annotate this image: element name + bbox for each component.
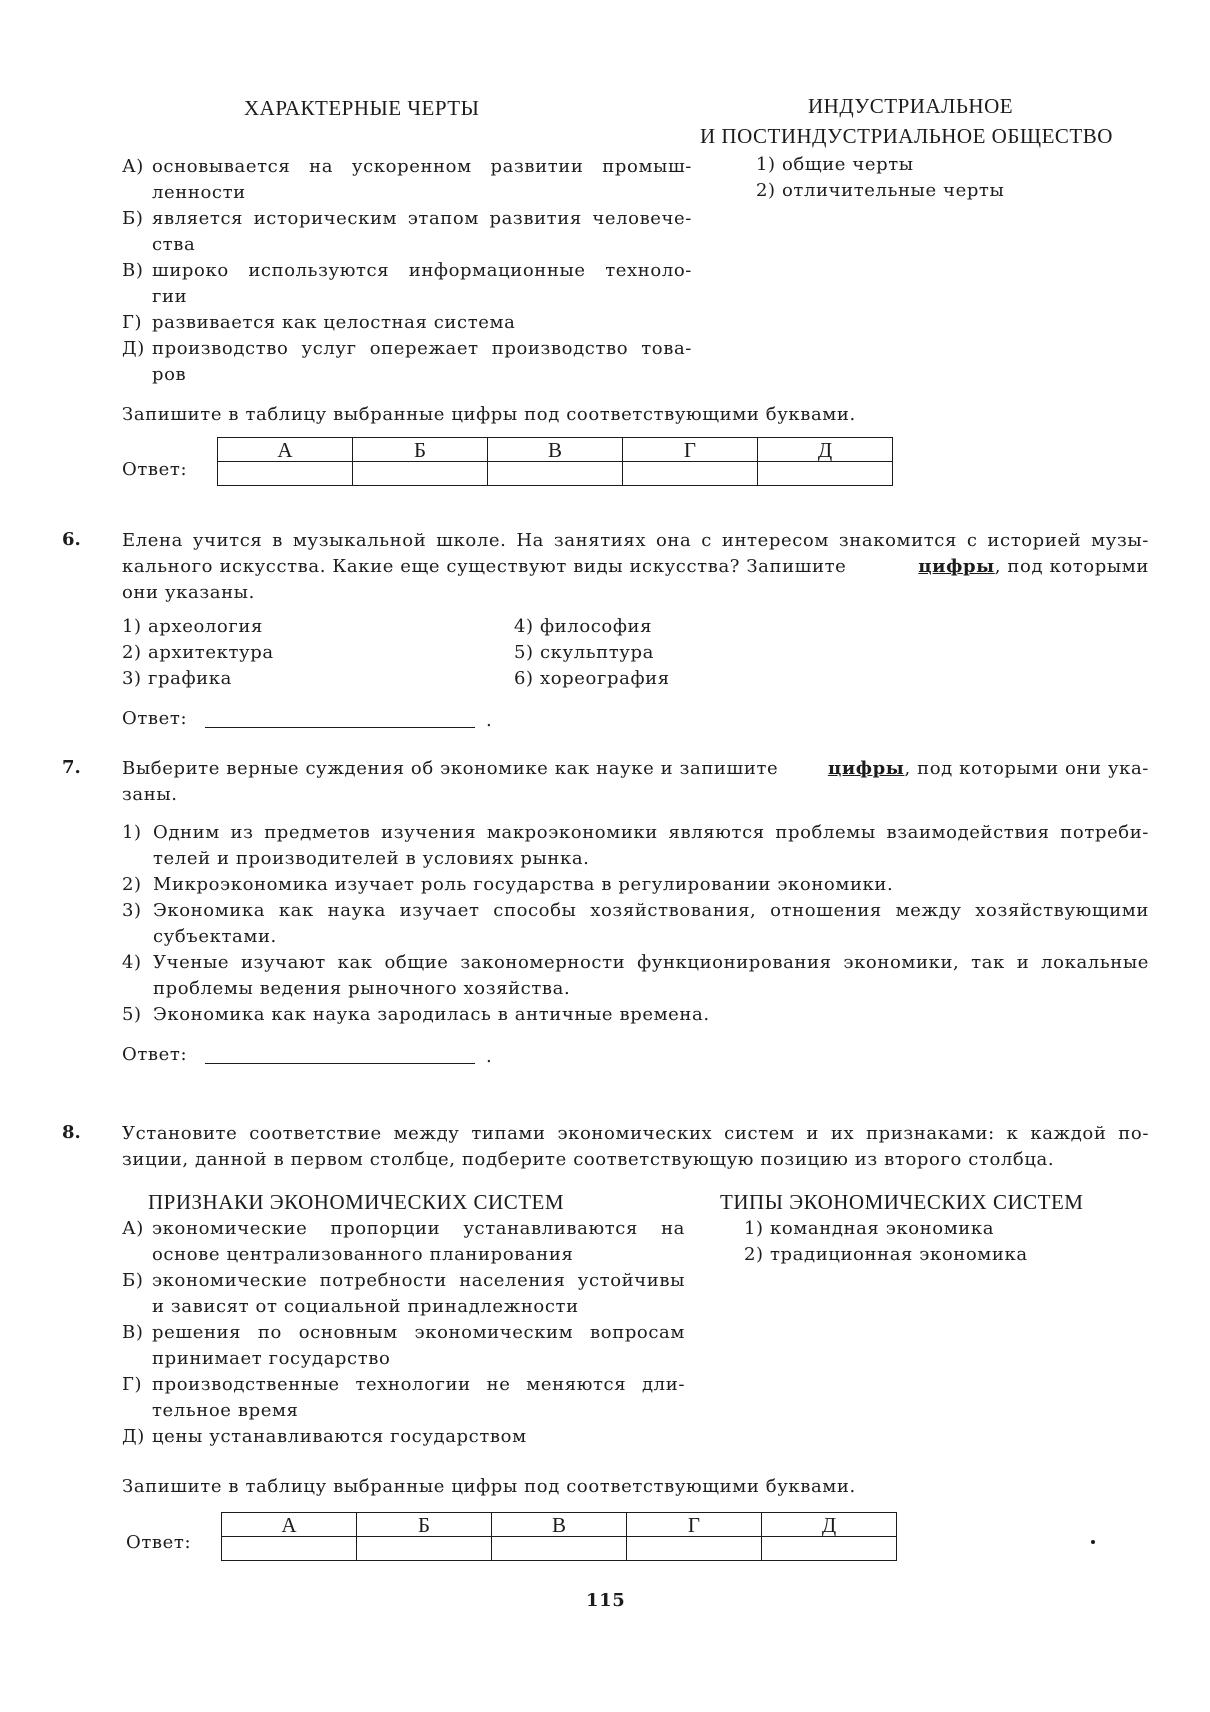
task8-feature-a [122, 1216, 685, 1268]
answer-table-letter: Б [353, 438, 488, 462]
task8-feature-v [122, 1320, 685, 1372]
statement-text: субъектами. [153, 926, 277, 947]
task8-feature-b [122, 1268, 685, 1320]
answer-cell-d[interactable] [762, 1537, 897, 1561]
task6-number: 6. [62, 529, 81, 550]
task5-feature-list [122, 154, 692, 388]
task5-feature-d [122, 336, 692, 388]
feature-text: является историческим этапом развития человече- [152, 208, 692, 229]
answer-cell-a[interactable] [222, 1537, 357, 1561]
answer-table-letter: Д [758, 438, 893, 462]
feature-text: ленности [152, 182, 246, 203]
task8-question-line: Установите соответствие между типами экономических систем и их признаками: к каждой по- [122, 1123, 1149, 1144]
feature-text: принимает государство [152, 1348, 391, 1369]
task5-option-2: 2) отличительные черты [756, 180, 1005, 201]
task5-option-1: 1) общие черты [756, 154, 914, 175]
feature-text: гии [152, 286, 188, 307]
task7-answer-dot: . [486, 1046, 492, 1067]
task6-answer-dot: . [486, 710, 492, 731]
task5-feature-a [122, 154, 692, 206]
task6-answer-line[interactable] [205, 726, 475, 728]
statement-text: Микроэкономика изучает роль государства в регулировании экономики. [153, 874, 894, 895]
keyword-digits: цифры [918, 556, 995, 577]
task7-answer-label: Ответ: [122, 1044, 188, 1065]
answer-table-header-row [218, 438, 893, 462]
answer-table-header-row [222, 1513, 897, 1537]
task8-option-2: 2) традиционная экономика [744, 1244, 1028, 1265]
answer-table-letter: Б [357, 1513, 492, 1537]
feature-text: экономические пропорции устанавливаются на [152, 1218, 685, 1239]
statement-number: 2) [122, 874, 142, 895]
task5-feature-g [122, 310, 692, 336]
task6-option: 5) скульптура [514, 642, 654, 663]
feature-text: производство услуг опережает производство това- [152, 338, 692, 359]
statement-number: 4) [122, 952, 142, 973]
answer-cell-g[interactable] [627, 1537, 762, 1561]
feature-text: ства [152, 234, 196, 255]
answer-table-letter: В [488, 438, 623, 462]
task8-question [122, 1121, 1149, 1173]
statement-number: 3) [122, 900, 142, 921]
feature-text: производственные технологии не меняются дли- [152, 1374, 685, 1395]
statement-text: Ученые изучают как общие закономерности функционирования экономики, так и локальные [153, 952, 1149, 973]
task6-options-left [122, 614, 274, 692]
scan-speck [1091, 1540, 1095, 1544]
task6-answer-label: Ответ: [122, 708, 188, 729]
task8-answer-label: Ответ: [126, 1532, 192, 1553]
feature-letter: В) [122, 260, 144, 281]
feature-text: широко используются информационные техноло- [152, 260, 692, 281]
answer-cell-d[interactable] [758, 462, 893, 486]
task5-instruction: Запишите в таблицу выбранные цифры под соответствующими буквами. [122, 404, 856, 425]
task6-question-line: они указаны. [122, 582, 255, 603]
feature-text: и зависят от социальной принадлежности [152, 1296, 579, 1317]
task5-col2-header-line1: ИНДУСТРИАЛЬНОЕ [808, 94, 1014, 118]
feature-text: экономические потребности населения устойчивы [152, 1270, 685, 1291]
task7-number: 7. [62, 757, 81, 778]
statement-text: Экономика как наука зародилась в античные времена. [153, 1004, 710, 1025]
task7-statement [122, 1002, 1149, 1028]
answer-cell-g[interactable] [623, 462, 758, 486]
answer-table-letter: А [218, 438, 353, 462]
feature-text: ров [152, 364, 187, 385]
question-text: , под которыми они ука- [904, 758, 1149, 779]
statement-text: Одним из предметов изучения макроэкономики являются проблемы взаимодействия потреби- [153, 822, 1149, 843]
feature-letter: Д) [122, 1426, 145, 1447]
task5-col1-header: ХАРАКТЕРНЫЕ ЧЕРТЫ [244, 96, 480, 120]
task7-statement [122, 872, 1149, 898]
answer-table-input-row[interactable] [222, 1537, 897, 1561]
task8-col1-header: ПРИЗНАКИ ЭКОНОМИЧЕСКИХ СИСТЕМ [148, 1190, 565, 1214]
task8-answer-table [221, 1512, 897, 1561]
task6-question-line: Елена учится в музыкальной школе. На занятиях она с интересом знакомится с историей музы- [122, 530, 1149, 551]
feature-text: основе централизованного планирования [152, 1244, 574, 1265]
statement-text: проблемы ведения рыночного хозяйства. [153, 978, 571, 999]
answer-table-input-row[interactable] [218, 462, 893, 486]
feature-letter: Д) [122, 338, 145, 359]
feature-letter: Б) [122, 1270, 144, 1291]
task5-answer-table [217, 437, 893, 486]
question-text: , под которыми [994, 556, 1149, 577]
feature-letter: Б) [122, 208, 144, 229]
question-text: кального искусства. Какие еще существуют виды искусства? Запишите [122, 556, 847, 577]
answer-cell-b[interactable] [357, 1537, 492, 1561]
task6-options-right [514, 614, 670, 692]
keyword-digits: цифры [827, 758, 905, 779]
task8-option-1: 1) командная экономика [744, 1218, 995, 1239]
feature-letter: Г) [122, 1374, 143, 1395]
statement-number: 5) [122, 1004, 142, 1025]
task8-feature-list [122, 1216, 685, 1450]
task6-option: 2) архитектура [122, 642, 274, 663]
task7-question-line [122, 756, 1149, 782]
answer-table-letter: Г [623, 438, 758, 462]
task5-option-list [756, 152, 1004, 204]
feature-text: тельное время [152, 1400, 299, 1421]
task5-col2-header-line2: И ПОСТИНДУСТРИАЛЬНОЕ ОБЩЕСТВО [700, 124, 1113, 148]
task6-question-line [122, 554, 1149, 580]
answer-cell-a[interactable] [218, 462, 353, 486]
task5-answer-label: Ответ: [122, 459, 188, 480]
task8-col2-header: ТИПЫ ЭКОНОМИЧЕСКИХ СИСТЕМ [720, 1190, 1084, 1214]
task6-option: 1) археология [122, 616, 263, 637]
task5-feature-b [122, 206, 692, 258]
task8-option-list [744, 1216, 1028, 1268]
feature-letter: Г) [122, 312, 143, 333]
feature-text: решения по основным экономическим вопросам [152, 1322, 685, 1343]
feature-letter: А) [122, 1218, 144, 1239]
answer-table-letter: В [492, 1513, 627, 1537]
feature-text: основывается на ускоренном развитии промыш- [152, 156, 692, 177]
task8-number: 8. [62, 1122, 81, 1143]
task8-feature-d [122, 1424, 685, 1450]
task8-question-line: зиции, данной в первом столбце, подберите соответствующую позицию из второго столбца. [122, 1149, 1055, 1170]
answer-cell-v[interactable] [492, 1537, 627, 1561]
task6-option: 4) философия [514, 616, 653, 637]
answer-table-letter: Д [762, 1513, 897, 1537]
task8-feature-g [122, 1372, 685, 1424]
task7-statement [122, 820, 1149, 872]
statement-text: Экономика как наука изучает способы хозяйствования, отношения между хозяйствующими [153, 900, 1149, 921]
feature-text: развивается как целостная система [152, 312, 516, 333]
task8-instruction: Запишите в таблицу выбранные цифры под соответствующими буквами. [122, 1476, 856, 1497]
task7-statement [122, 898, 1149, 950]
task5-feature-v [122, 258, 692, 310]
statement-text: телей и производителей в условиях рынка. [153, 848, 590, 869]
answer-cell-v[interactable] [488, 462, 623, 486]
task7-statement-list [122, 820, 1149, 1028]
task7-question-line: заны. [122, 784, 178, 805]
answer-table-letter: Г [627, 1513, 762, 1537]
page-number: 115 [586, 1590, 626, 1611]
answer-table-letter: А [222, 1513, 357, 1537]
feature-letter: В) [122, 1322, 144, 1343]
task6-question [122, 528, 1149, 606]
feature-letter: А) [122, 156, 144, 177]
task7-statement [122, 950, 1149, 1002]
task6-option: 6) хореография [514, 668, 670, 689]
task7-answer-line[interactable] [205, 1062, 475, 1064]
question-text: Выберите верные суждения об экономике как науке и запишите [122, 758, 779, 779]
feature-text: цены устанавливаются государством [152, 1426, 527, 1447]
task6-option: 3) графика [122, 668, 232, 689]
statement-number: 1) [122, 822, 142, 843]
answer-cell-b[interactable] [353, 462, 488, 486]
task7-question [122, 756, 1149, 808]
